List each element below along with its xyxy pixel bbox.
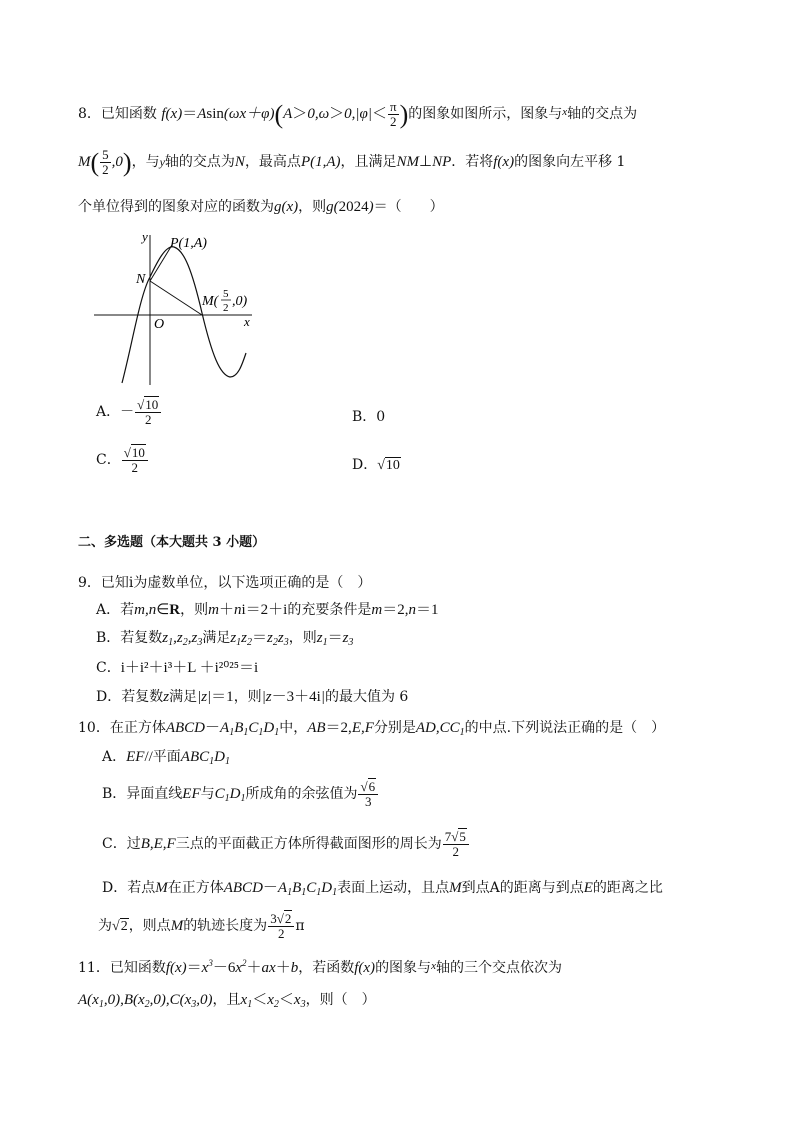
q8-line-2: M( $\frac{5}{2}$ ,0)，与y轴的交点为N，最高点P(1,A)，且满足NM⊥NP．若将f(x)的图象向左平移 1 xyxy=(78,147,626,178)
q9-option-d[interactable]: D．若复数z满足|z|＝1，则|z－3＋4i|的最大值为 6 xyxy=(96,689,409,705)
q8-function-formula: f(x)＝Asin(ωx＋φ) xyxy=(161,106,275,123)
q8-number: 8． xyxy=(78,106,101,123)
svg-text:,0): ,0) xyxy=(232,294,248,309)
label-y: y xyxy=(142,229,148,244)
segment-np xyxy=(150,245,172,281)
section-title: 二、多选题（本大题共 3 小题） xyxy=(78,535,266,550)
label-n: N xyxy=(136,272,146,287)
q11-line-2: $A(x_1,0),B(x_2,0),C(x_3,0)$，且$x_1<x_2<x_3$，则（ ） xyxy=(78,992,376,1010)
label-p: P(1,A) xyxy=(170,236,207,251)
q10-stem: 10．在正方体$ABCD-A_1B_1C_1D_1$中，AB＝2,E,F分别是$AD,CC_1$的中点.下列说法正确的是（ ） xyxy=(78,720,666,738)
segment-nm xyxy=(150,281,202,315)
svg-text:2: 2 xyxy=(223,302,229,314)
q11-line-1: 11．已知函数$f(x)=x^3-6x^2+ax+b$，若函数f(x)的图象与$^x$轴的三个交点依次为 xyxy=(78,958,562,976)
label-origin: O xyxy=(154,317,165,332)
q8-line-1: 8．已知函数 f(x)＝Asin(ωx＋φ)(A＞0,ω＞0,|φ|＜ $\frac{\pi}{2}$ )的图象如图所示，图象与$^x$轴的交点为 xyxy=(78,99,638,130)
q8-graph xyxy=(92,225,292,395)
q8-line-3: 个单位得到的图象对应的函数为g(x)，则g(2024)＝（ ） xyxy=(78,199,444,215)
q9-option-b[interactable]: B．若复数$z_1,z_2,z_3$满足$z_1z_2=z_2z_3$，则$z_1=z_3$ xyxy=(96,630,354,648)
q10-option-b[interactable]: B．异面直线EF与$C_1D_1$所成角的余弦值为 $\frac{√6}{3}$ xyxy=(102,780,379,808)
q8-option-d[interactable]: D．√10 xyxy=(352,457,400,473)
q10-option-d-line2: 为√2，则点M的轨迹长度为 $\frac{3√2}{2}$ π xyxy=(98,911,305,941)
q8-option-a[interactable]: A．－ $\frac{√10}{2}$ xyxy=(96,398,162,426)
q9-stem: 9．已知i为虚数单位，以下选项正确的是（ ） xyxy=(78,575,372,591)
q8-option-c[interactable]: C． $\frac{√10}{2}$ xyxy=(96,446,149,474)
q8-option-b[interactable]: B．0 xyxy=(352,409,386,425)
q9-option-a[interactable]: A．若m,n∈R，则m＋ni＝2＋i的充要条件是m＝2,n＝1 xyxy=(96,602,439,618)
label-x: x xyxy=(244,314,250,329)
svg-text:5: 5 xyxy=(223,288,229,300)
q10-option-a[interactable]: A．EF//平面$ABC_1D_1$ xyxy=(102,749,230,767)
q10-option-c[interactable]: C．过B,E,F三点的平面截正方体所得截面图形的周长为 $\frac{7√5}{2}$ xyxy=(102,830,470,858)
q10-option-d-line1[interactable]: D．若点M在正方体$ABCD-A_1B_1C_1D_1$表面上运动，且点M到点A的距离与到点E的距离之比 xyxy=(102,880,663,898)
q9-option-c[interactable]: C．i＋i²＋i³＋L ＋i²⁰²⁵＝i xyxy=(96,660,259,676)
label-m: M( xyxy=(202,294,219,309)
